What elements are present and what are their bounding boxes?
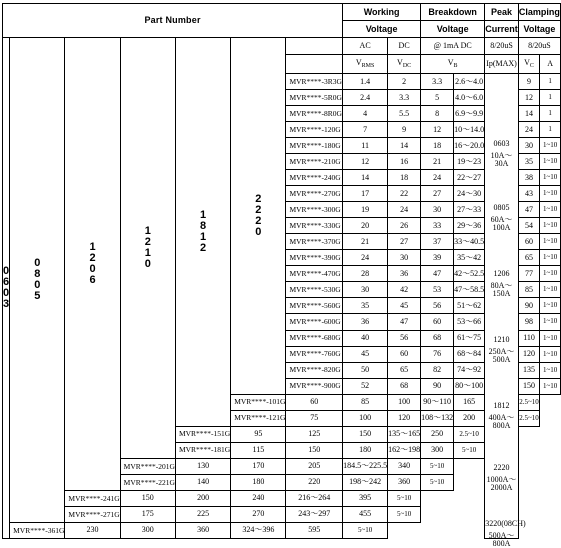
clamping-current-cell: 5~10: [388, 490, 421, 506]
clamping-current-cell: 1~10: [540, 266, 561, 282]
breakdown-voltage-cell: 53: [421, 282, 454, 298]
peak-group-range: 10A～30A: [490, 151, 513, 168]
part-number-cell: MVR****-530G: [286, 282, 343, 298]
part-number-cell: MVR****-820G: [286, 362, 343, 378]
part-number-cell: MVR****-120G: [286, 122, 343, 138]
clamping-voltage-cell: 595: [286, 522, 343, 538]
ac-voltage-cell: 20: [343, 218, 388, 234]
breakdown-voltage-cell: 76: [421, 346, 454, 362]
peak-group-size: 3220(08CH): [485, 519, 526, 528]
breakdown-voltage-cell: 220: [286, 474, 343, 490]
clamping-current-cell: 5~10: [343, 522, 388, 538]
clamping-current-cell: 1~10: [540, 330, 561, 346]
ac-voltage-cell: 1.4: [343, 74, 388, 90]
breakdown-voltage-cell: 360: [175, 522, 230, 538]
peak-group-range: 60A～100A: [490, 215, 513, 232]
peak-group-2: [485, 270, 518, 298]
breakdown-range-cell: 6.9～9.9: [454, 106, 485, 122]
dc-voltage-cell: 200: [175, 490, 230, 506]
breakdown-range-cell: 184.5～225.5: [343, 458, 388, 474]
clamping-current-cell: 5~10: [388, 506, 421, 522]
ac-voltage-cell: 7: [343, 122, 388, 138]
breakdown-voltage-cell: 37: [421, 234, 454, 250]
peak-group-size: 1210: [493, 335, 510, 344]
peak-group-size: 0603: [493, 139, 510, 148]
part-number-cell: MVR****-240G: [286, 170, 343, 186]
clamping-voltage-cell: 300: [421, 442, 454, 458]
ac-voltage-cell: 11: [343, 138, 388, 154]
dc-voltage-cell: 26: [388, 218, 421, 234]
clamping-current-cell: 1~10: [540, 378, 561, 394]
breakdown-range-cell: 162～198: [388, 442, 421, 458]
clamping-voltage-cell: 47: [518, 202, 539, 218]
breakdown-range-cell: 61～75: [454, 330, 485, 346]
clamping-current-cell: 5~10: [421, 458, 454, 474]
breakdown-range-cell: 19～23: [454, 154, 485, 170]
size-text-1812: 1 8 1 2: [200, 208, 207, 254]
ac-voltage-cell: 45: [343, 346, 388, 362]
peak-current-header-line1: Peak: [485, 4, 519, 21]
breakdown-voltage-cell: 56: [421, 298, 454, 314]
part-number-cell: MVR****-300G: [286, 202, 343, 218]
clamping-voltage-cell: 455: [343, 506, 388, 522]
peak-group-5: [485, 464, 518, 492]
clamping-current-cell: 2.5~10: [454, 426, 485, 442]
clamping-current-cell: 1~10: [540, 314, 561, 330]
part-number-blank-2: [286, 55, 343, 74]
clamping-voltage-cell: 395: [343, 490, 388, 506]
ac-voltage-cell: 150: [120, 490, 175, 506]
breakdown-voltage-cell: 205: [286, 458, 343, 474]
ac-voltage-cell: 75: [286, 410, 343, 426]
breakdown-range-cell: 53～66: [454, 314, 485, 330]
size-label-0603: [3, 38, 10, 539]
ac-voltage-cell: 35: [343, 298, 388, 314]
ac-voltage-cell: 28: [343, 266, 388, 282]
dc-voltage-cell: 225: [175, 506, 230, 522]
ac-voltage-cell: 4: [343, 106, 388, 122]
peak-group-size: 1206: [493, 269, 510, 278]
part-number-cell: MVR****-151G: [175, 426, 230, 442]
breakdown-range-cell: 42～52.5: [454, 266, 485, 282]
clamping-voltage-cell: 110: [518, 330, 539, 346]
dc-voltage-cell: 27: [388, 234, 421, 250]
breakdown-voltage-cell: 12: [421, 122, 454, 138]
breakdown-voltage-cell: 90: [421, 378, 454, 394]
peak-groups: [485, 74, 526, 548]
ac-voltage-cell: 36: [343, 314, 388, 330]
clamping-voltage-cell: 150: [518, 378, 539, 394]
ac-voltage-cell: 17: [343, 186, 388, 202]
size-label-1210: [120, 38, 175, 459]
breakdown-range-cell: 27～33: [454, 202, 485, 218]
breakdown-voltage-cell: 21: [421, 154, 454, 170]
dc-voltage-cell: 3.3: [388, 90, 421, 106]
working-voltage-header-line1: Working: [343, 4, 421, 21]
clamping-voltage-cell: 200: [454, 410, 485, 426]
part-number-cell: MVR****-680G: [286, 330, 343, 346]
part-number-cell: MVR****-370G: [286, 234, 343, 250]
size-text-2220: 2 2 2 0: [255, 192, 262, 238]
part-number-cell: MVR****-3R3G: [286, 74, 343, 90]
breakdown-voltage-cell: 82: [421, 362, 454, 378]
clamping-voltage-cell: 85: [518, 282, 539, 298]
dc-voltage-cell: 22: [388, 186, 421, 202]
dc-voltage-cell: 30: [388, 250, 421, 266]
breakdown-range-cell: 74～92: [454, 362, 485, 378]
ac-voltage-cell: 50: [343, 362, 388, 378]
breakdown-range-cell: 135～165: [388, 426, 421, 442]
ac-voltage-cell: 2.4: [343, 90, 388, 106]
ac-voltage-cell: 19: [343, 202, 388, 218]
clamping-current-cell: 1~10: [540, 218, 561, 234]
ac-voltage-cell: 95: [231, 426, 286, 442]
clamping-voltage-cell: 35: [518, 154, 539, 170]
part-number-cell: MVR****-241G: [65, 490, 120, 506]
clamping-current-cell: 1: [540, 90, 561, 106]
breakdown-voltage-cell: 30: [421, 202, 454, 218]
peak-group-range: 400A～800A: [488, 413, 515, 430]
dc-voltage-cell: 45: [388, 298, 421, 314]
breakdown-voltage-cell: 47: [421, 266, 454, 282]
dc-voltage-cell: 65: [388, 362, 421, 378]
part-number-blank: [286, 38, 343, 55]
clamping-current-cell: 1~10: [540, 234, 561, 250]
clamping-voltage-cell: 12: [518, 90, 539, 106]
clamping-voltage-cell: 65: [518, 250, 539, 266]
peak-group-range: 80A～150A: [490, 281, 513, 298]
clamping-voltage-cell: 340: [388, 458, 421, 474]
size-label-0805: [10, 38, 65, 523]
dc-voltage-cell: 100: [343, 410, 388, 426]
dc-voltage-cell: 14: [388, 138, 421, 154]
clamping-voltage-cell: 165: [454, 394, 485, 410]
clamping-current-cell: 1: [540, 74, 561, 90]
clamping-voltage-cell: 14: [518, 106, 539, 122]
peak-group-range: 1000A～2000A: [486, 475, 517, 492]
ac-voltage-cell: 21: [343, 234, 388, 250]
ac-voltage-cell: 12: [343, 154, 388, 170]
clamping-voltage-cell: 43: [518, 186, 539, 202]
ac-voltage-cell: 230: [65, 522, 120, 538]
part-number-cell: MVR****-361G: [10, 522, 65, 538]
peak-group-0: [485, 140, 518, 168]
breakdown-voltage-header-line1: Breakdown: [421, 4, 485, 21]
peak-group-range: 500A～800A: [488, 531, 515, 548]
part-number-cell: MVR****-121G: [231, 410, 286, 426]
dc-voltage-cell: 2: [388, 74, 421, 90]
table-row: [3, 490, 561, 506]
dc-voltage-cell: 68: [388, 378, 421, 394]
peak-group-size: 2220: [493, 463, 510, 472]
clamping-current-cell: 2.5~10: [518, 410, 539, 426]
breakdown-voltage-cell: 270: [231, 506, 286, 522]
ac-voltage-cell: 40: [343, 330, 388, 346]
part-number-cell: MVR****-201G: [120, 458, 175, 474]
clamping-current-cell: 1~10: [540, 138, 561, 154]
size-text-1210: 1 2 1 0: [144, 224, 151, 270]
dc-voltage-cell: 85: [343, 394, 388, 410]
varistor-spec-table: [2, 3, 561, 548]
peak-group-1: [485, 204, 518, 232]
ac-voltage-cell: 14: [343, 170, 388, 186]
part-number-header: Part Number: [3, 4, 343, 38]
ac-voltage-cell: 24: [343, 250, 388, 266]
clamping-current-cell: 1~10: [540, 362, 561, 378]
ac-voltage-cell: 130: [175, 458, 230, 474]
dc-voltage-cell: 60: [388, 346, 421, 362]
clamping-current-cell: 1~10: [540, 346, 561, 362]
part-number-cell: MVR****-210G: [286, 154, 343, 170]
clamping-current-cell: 2.5~10: [518, 394, 539, 410]
breakdown-voltage-cell: 33: [421, 218, 454, 234]
dc-voltage-cell: 16: [388, 154, 421, 170]
peak-group-6: [485, 519, 526, 548]
v-rms-symbol: $V_{RMS}$: [343, 55, 388, 74]
dc-voltage-cell: 18: [388, 170, 421, 186]
clamping-voltage-cell: 120: [518, 346, 539, 362]
breakdown-voltage-cell: 240: [231, 490, 286, 506]
dc-voltage-cell: 5.5: [388, 106, 421, 122]
dc-voltage-cell: 9: [388, 122, 421, 138]
dc-voltage-cell: 125: [286, 426, 343, 442]
ac-voltage-cell: 140: [175, 474, 230, 490]
dc-voltage-cell: 300: [120, 522, 175, 538]
breakdown-range-cell: 51～62: [454, 298, 485, 314]
clamping-voltage-cell: 60: [518, 234, 539, 250]
peak-group-range: 250A～500A: [488, 347, 515, 364]
breakdown-voltage-cell: 3.3: [421, 74, 454, 90]
peak-current-column: [485, 74, 526, 548]
clamping-voltage-cell: 135: [518, 362, 539, 378]
breakdown-voltage-cell: 24: [421, 170, 454, 186]
breakdown-range-cell: 4.0～6.0: [454, 90, 485, 106]
breakdown-voltage-cell: 39: [421, 250, 454, 266]
v-b-symbol: $V_B$: [421, 55, 485, 74]
v-c-symbol: $V_C$: [518, 55, 539, 74]
clamping-current-cell: 1~10: [540, 282, 561, 298]
clamping-current-cell: 1~10: [540, 186, 561, 202]
part-number-cell: MVR****-221G: [120, 474, 175, 490]
breakdown-range-cell: 29～36: [454, 218, 485, 234]
clamping-current-cell: 1: [540, 122, 561, 138]
clamping-current-cell: 1~10: [540, 154, 561, 170]
peak-group-4: [485, 402, 518, 430]
dc-voltage-cell: 42: [388, 282, 421, 298]
breakdown-range-cell: 22～27: [454, 170, 485, 186]
part-number-cell: MVR****-560G: [286, 298, 343, 314]
clamping-voltage-cell: 77: [518, 266, 539, 282]
working-voltage-header-line2: Voltage: [343, 21, 421, 38]
peak-group-size: 1812: [493, 401, 510, 410]
breakdown-range-cell: 243～297: [286, 506, 343, 522]
clamping-current-cell: 5~10: [421, 474, 454, 490]
part-number-cell: MVR****-470G: [286, 266, 343, 282]
breakdown-range-cell: 35～42: [454, 250, 485, 266]
part-number-cell: MVR****-270G: [286, 186, 343, 202]
breakdown-voltage-cell: 18: [421, 138, 454, 154]
dc-voltage-cell: 56: [388, 330, 421, 346]
breakdown-voltage-cell: 27: [421, 186, 454, 202]
clamping-voltage-header-line1: Clamping: [518, 4, 560, 21]
peak-group-3: [485, 336, 518, 364]
breakdown-voltage-header-line2: Voltage: [421, 21, 485, 38]
breakdown-voltage-cell: 5: [421, 90, 454, 106]
ac-voltage-cell: 30: [343, 282, 388, 298]
ac-label: AC: [343, 38, 388, 55]
breakdown-condition: @ 1mA DC: [421, 38, 485, 55]
table-row: [3, 506, 561, 522]
ac-voltage-cell: 52: [343, 378, 388, 394]
breakdown-voltage-cell: 180: [343, 442, 388, 458]
breakdown-voltage-cell: 150: [343, 426, 388, 442]
breakdown-range-cell: 68～84: [454, 346, 485, 362]
breakdown-range-cell: 108～132: [421, 410, 454, 426]
size-label-2220: [231, 38, 286, 395]
clamping-current-cell: 1~10: [540, 202, 561, 218]
dc-label: DC: [388, 38, 421, 55]
part-number-cell: MVR****-600G: [286, 314, 343, 330]
ac-voltage-cell: 60: [286, 394, 343, 410]
peak-group-size: 0805: [493, 203, 510, 212]
ac-voltage-cell: 115: [231, 442, 286, 458]
breakdown-range-cell: 216～264: [286, 490, 343, 506]
size-label-1206: [65, 38, 120, 491]
dc-voltage-cell: 170: [231, 458, 286, 474]
clamping-voltage-cell: 24: [518, 122, 539, 138]
clamping-current-cell: 1~10: [540, 298, 561, 314]
ip-max-symbol: Ip(MAX): [485, 55, 519, 74]
breakdown-voltage-cell: 8: [421, 106, 454, 122]
clamping-voltage-cell: 54: [518, 218, 539, 234]
size-text-1206: 1 2 0 6: [89, 240, 96, 286]
dc-voltage-cell: 36: [388, 266, 421, 282]
clamping-voltage-header-line2: Voltage: [518, 21, 560, 38]
breakdown-range-cell: 24～30: [454, 186, 485, 202]
part-number-cell: MVR****-330G: [286, 218, 343, 234]
part-number-cell: MVR****-760G: [286, 346, 343, 362]
breakdown-voltage-cell: 120: [388, 410, 421, 426]
breakdown-voltage-cell: 60: [421, 314, 454, 330]
breakdown-range-cell: 2.6～4.0: [454, 74, 485, 90]
breakdown-range-cell: 10～14.0: [454, 122, 485, 138]
clamping-voltage-cell: 38: [518, 170, 539, 186]
size-text-0805: 0 8 0 5: [34, 256, 41, 302]
part-number-cell: MVR****-5R0G: [286, 90, 343, 106]
clamping-voltage-cell: 250: [421, 426, 454, 442]
part-number-cell: MVR****-180G: [286, 138, 343, 154]
ac-voltage-cell: 175: [120, 506, 175, 522]
part-number-cell: MVR****-8R0G: [286, 106, 343, 122]
clamping-current-cell: 1~10: [540, 250, 561, 266]
breakdown-range-cell: 47～58.5: [454, 282, 485, 298]
breakdown-voltage-cell: 68: [421, 330, 454, 346]
dc-voltage-cell: 24: [388, 202, 421, 218]
part-number-cell: MVR****-900G: [286, 378, 343, 394]
clamping-voltage-cell: 360: [388, 474, 421, 490]
breakdown-voltage-cell: 100: [388, 394, 421, 410]
clamping-voltage-cell: 9: [518, 74, 539, 90]
clamping-current-cell: 1~10: [540, 170, 561, 186]
dc-voltage-cell: 180: [231, 474, 286, 490]
size-label-1812: [175, 38, 230, 427]
breakdown-range-cell: 198～242: [343, 474, 388, 490]
clamping-voltage-cell: 98: [518, 314, 539, 330]
clamping-voltage-cell: 30: [518, 138, 539, 154]
dc-voltage-cell: 47: [388, 314, 421, 330]
breakdown-range-cell: 90～110: [421, 394, 454, 410]
breakdown-range-cell: 16～20.0: [454, 138, 485, 154]
clamp-waveform: 8/20uS: [518, 38, 560, 55]
peak-waveform: 8/20uS: [485, 38, 519, 55]
part-number-cell: MVR****-181G: [175, 442, 230, 458]
breakdown-range-cell: 33～40.5: [454, 234, 485, 250]
breakdown-range-cell: 80～100: [454, 378, 485, 394]
clamping-voltage-cell: 90: [518, 298, 539, 314]
part-number-cell: MVR****-271G: [65, 506, 120, 522]
clamping-current-cell: 1: [540, 106, 561, 122]
table-row: [3, 522, 561, 538]
part-number-cell: MVR****-390G: [286, 250, 343, 266]
dc-voltage-cell: 150: [286, 442, 343, 458]
breakdown-range-cell: 324～396: [231, 522, 286, 538]
size-text-0603: 0 6 0 3: [3, 265, 10, 310]
part-number-cell: MVR****-101G: [231, 394, 286, 410]
clamping-current-cell: 5~10: [454, 442, 485, 458]
amp-unit: A: [540, 55, 561, 74]
peak-current-header-line2: Current: [485, 21, 519, 38]
v-dc-symbol: $V_{DC}$: [388, 55, 421, 74]
